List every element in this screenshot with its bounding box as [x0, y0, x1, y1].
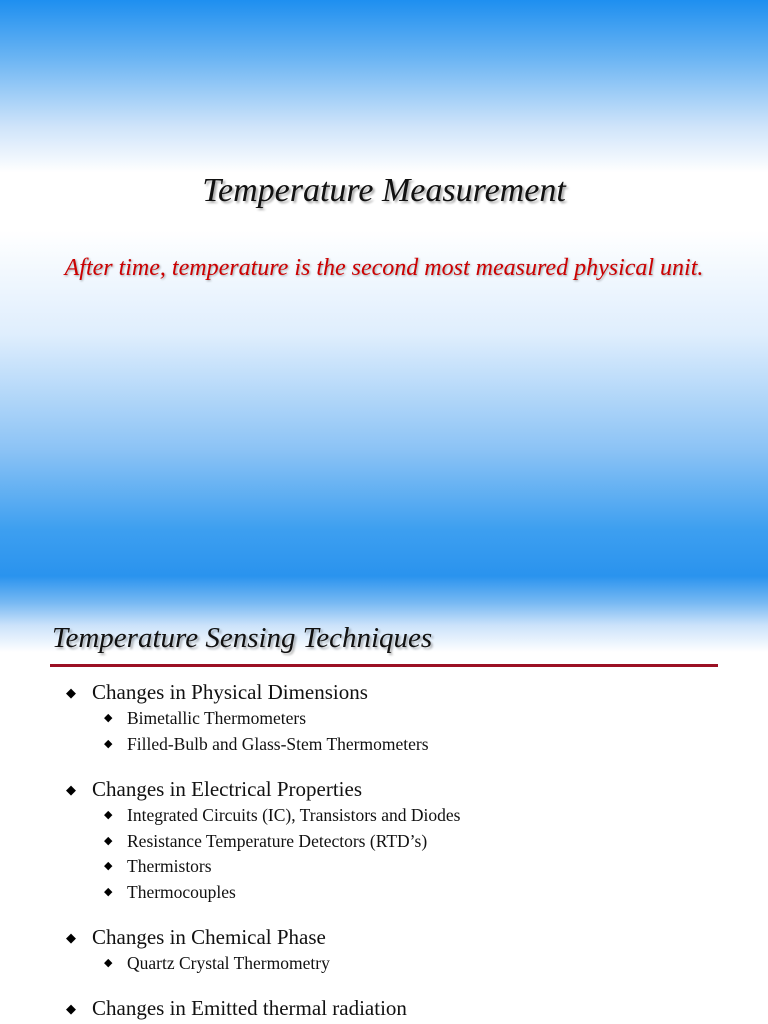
list-item	[104, 732, 746, 758]
group-label: Changes in Emitted thermal radiation	[92, 996, 407, 1020]
heading-underline	[50, 664, 718, 667]
sub-list	[66, 803, 746, 905]
item-label: Thermistors	[127, 856, 212, 877]
technique-group	[66, 775, 746, 905]
diamond-bullet-icon: ◆	[104, 809, 113, 822]
diamond-bullet-icon: ◆	[104, 957, 113, 970]
list-item	[66, 678, 746, 706]
list-item	[104, 951, 746, 977]
diamond-bullet-icon: ◆	[104, 860, 113, 873]
item-label: Resistance Temperature Detectors (RTD’s)	[127, 830, 428, 851]
group-label: Changes in Chemical Phase	[92, 924, 326, 949]
group-label: Changes in Electrical Properties	[92, 776, 362, 801]
diamond-bullet-icon: ◆	[66, 929, 76, 945]
technique-list	[66, 678, 746, 1024]
diamond-bullet-icon: ◆	[104, 737, 113, 750]
list-item	[104, 706, 746, 732]
sub-list	[66, 706, 746, 757]
list-item	[66, 775, 746, 803]
diamond-bullet-icon: ◆	[104, 712, 113, 725]
sub-list	[66, 951, 746, 977]
slide-subtitle: After time, temperature is the second most measured physical unit.	[64, 255, 704, 281]
item-label: Integrated Circuits (IC), Transistors and Diodes	[127, 805, 461, 826]
slide-title: Temperature Measurement	[202, 172, 566, 209]
list-item	[104, 854, 746, 880]
diamond-bullet-icon: ◆	[66, 684, 76, 700]
list-item	[66, 995, 746, 1023]
diamond-bullet-icon: ◆	[66, 781, 76, 797]
technique-group	[66, 678, 746, 757]
content-slide	[0, 576, 768, 1024]
group-label: Changes in Physical Dimensions	[92, 679, 368, 704]
item-label: Bimetallic Thermometers	[127, 708, 306, 729]
diamond-bullet-icon: ◆	[104, 834, 113, 847]
technique-group	[66, 923, 746, 977]
item-label: Filled-Bulb and Glass-Stem Thermometers	[127, 733, 429, 754]
diamond-bullet-icon: ◆	[104, 885, 113, 898]
diamond-bullet-icon: ◆	[66, 1001, 76, 1016]
technique-group	[66, 995, 746, 1023]
list-item	[66, 923, 746, 951]
list-item	[104, 803, 746, 829]
item-label: Quartz Crystal Thermometry	[127, 953, 330, 974]
item-label: Thermocouples	[127, 881, 236, 902]
list-item	[104, 880, 746, 906]
slide-heading: Temperature Sensing Techniques	[52, 622, 433, 654]
list-item	[104, 829, 746, 855]
